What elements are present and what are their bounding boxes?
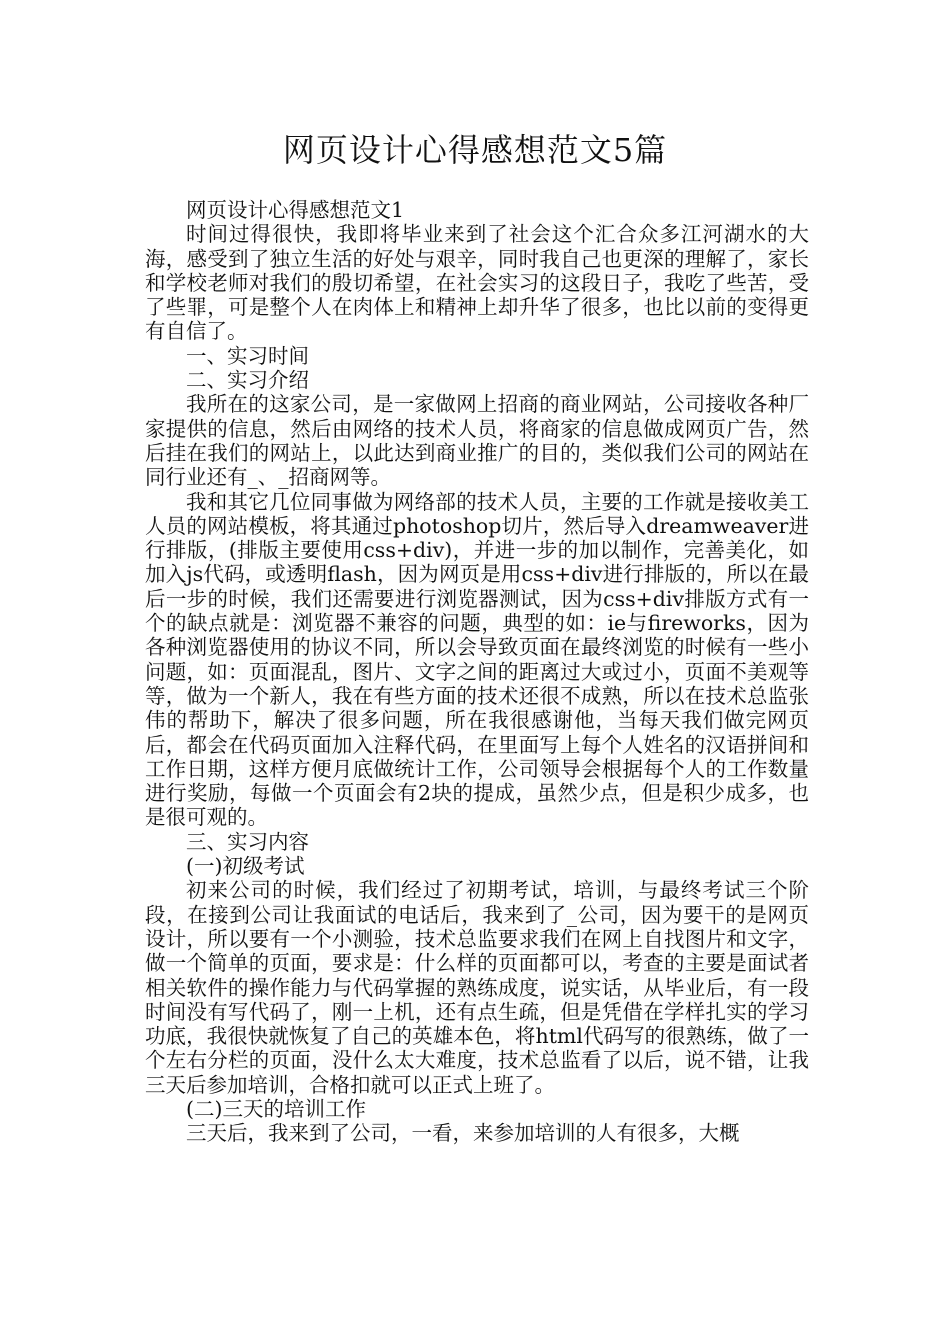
paragraph: 时间过得很快，我即将毕业来到了社会这个汇合众多江河湖水的大海，感受到了独立生活的好处与艰辛，同时我自己也更深的理解了，家长和学校老师对我们的殷切希望，在社会实习的这段日子，我吃了些苦，受了些罪，可是整个人在肉体上和精神上却升华了很多，也比以前的变得更有自信了。 [145,222,809,344]
section-heading: 一、实习时间 [186,343,309,368]
subsection-heading: (一)初级考试 [186,854,305,879]
paragraph: 我和其它几位同事做为网络部的技术人员，主要的工作就是接收美工人员的网站模板，将其通过photoshop切片，然后导入dreamweaver进行排版，(排版主要使用css+div)，并进一步的加以制作，完善美化，如加入js代码，或透明flash，因为网页是用css+div进行排版的，所以在最后一步的时候，我们还需要进行浏览器测试，因为css+div排版方式有一个的缺点就是：浏览器不兼容的问题，典型的如：ie与fireworks，因为各种浏览器使用的协议不同，所以会导致页面在最终浏览的时候有一些小问题，如：页面混乱，图片、文字之间的距离过大或过小，页面不美观等等，做为一个新人，我在有些方面的技术还很不成熟，所以在技术总监张伟的帮助下，解决了很多问题，所在我很感谢他，当每天我们做完网页后，都会在代码页面加入注释代码，在里面写上每个人姓名的汉语拼间和工作日期，这样方便月底做统计工作，公司领导会根据每个人的工作数量进行奖励，每做一个页面会有2块的提成，虽然少点，但是积少成多，也是很可观的。 [145,489,809,830]
section-heading: 二、实习介绍 [186,368,309,393]
section-heading: 网页设计心得感想范文1 [186,198,405,222]
document-body [145,198,809,1146]
section-heading: 三、实习内容 [186,829,309,854]
paragraph: 三天后，我来到了公司，一看，来参加培训的人有很多，大概 [186,1121,740,1146]
paragraph: 初来公司的时候，我们经过了初期考试，培训，与最终考试三个阶段，在接到公司让我面试的电话后，我来到了_公司，因为要干的是网页设计，所以要有一个小测验，技术总监要求我们在网上自找图片和文字，做一个简单的页面，要求是：什么样的页面都可以，考查的主要是面试者相关软件的操作能力与代码掌握的熟练成度，说实话，从毕业后，有一段时间没有写代码了，刚一上机，还有点生疏，但是凭借在学样扎实的学习功底，我很快就恢复了自己的英雄本色，将html代码写的很熟练，做了一个左右分栏的页面，没什么太大难度，技术总监看了以后，说不错，让我三天后参加培训，合格扣就可以正式上班了。 [145,878,809,1097]
paragraph: 我所在的这家公司，是一家做网上招商的商业网站，公司接收各种厂家提供的信息，然后由网络的技术人员，将商家的信息做成网页广告，然后挂在我们的网站上，以此达到商业推广的目的，类似我们公司的网站在同行业还有_、_招商网等。 [145,392,809,490]
document-title: 网页设计心得感想范文5篇 [282,131,668,169]
subsection-heading: (二)三天的培训工作 [186,1096,366,1121]
